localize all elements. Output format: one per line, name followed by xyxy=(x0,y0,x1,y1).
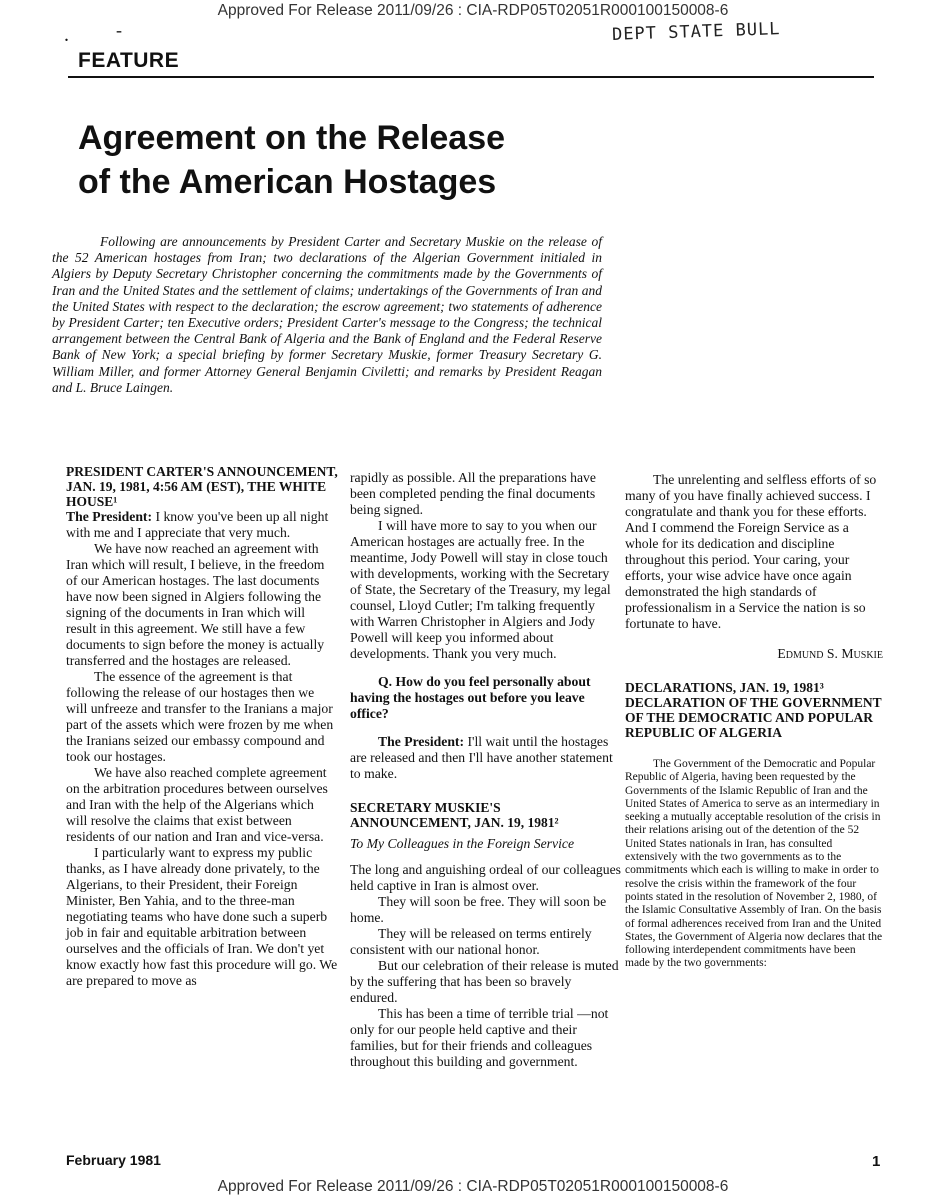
column-2 xyxy=(350,470,622,1070)
paragraph: They will be released on terms entirely consistent with our national honor. xyxy=(350,926,592,957)
handwritten-note: DEPT STATE BULL xyxy=(611,19,781,45)
section-label: FEATURE xyxy=(78,49,180,72)
section-heading: SECRETARY MUSKIE'S ANNOUNCEMENT, JAN. 19, 1981² xyxy=(350,800,559,830)
paragraph: But our celebration of their release is muted by the suffering that has been so bravely endured. xyxy=(350,958,619,1005)
paragraph: This has been a time of terrible trial —not only for our people held captive and their families, but for their friends and colleagues throughout this building and government. xyxy=(350,1006,609,1069)
paragraph-text: I'll wait until the hostages are released and then I'll have another statement to make. xyxy=(350,734,613,781)
declaration-body: The Government of the Democratic and Popular Republic of Algeria, having been requested by the Governments of the Islamic Republic of Iran and the United States of America to serve as an intermediary in seeking a mutually acceptable resolution of the crisis in their relations arising out of the detention of the 52 United States nationals in Iran, has consulted extensively with the two governments as to the commitments which each is willing to make in order to resolve the crisis within the framework of the four points stated in the resolution of November 2, 1980, of the Islamic Consultative Assembly of Iran. On the basis of formal adherences received from Iran and the United States, the Government of Algeria now declares that the following interdependent commitments have been made by the two governments: xyxy=(625,758,883,970)
paragraph: The essence of the agreement is that following the release of our hostages then we will unfreeze and transfer to the Iranians a major part of the assets which were frozen by me when the Iranians seized our embassy compound and took our hostages. xyxy=(66,669,334,764)
column-1 xyxy=(66,464,338,989)
intro-paragraph: Following are announcements by President Carter and Secretary Muskie on the release of the 52 American hostages from Iran; two declarations of the Algerian Government initialed in Algiers by Deputy Secretary Christopher concerning the commitments made by the Governments of Iran and the United States and the settlement of claims; undertakings of the Governments of Iran and the United States with respect to the declaration; the escrow agreement; two statements of adherence by President Carter; ten Executive orders; President Carter's message to the Congress; the technical arrangement between the Central Bank of Algeria and the Bank of England and the Federal Reserve Bank of New York; a special briefing by former Secretary Muskie, former Treasury Secretary G. William Miller, and former Attorney General Benjamin Civiletti; and remarks by President Reagan and L. Bruce Laingen. xyxy=(52,234,602,395)
paragraph: I will have more to say to you when our American hostages are actually free. In the meantime, Jody Powell will stay in close touch with developments, working with the Secretary of State, the Secretary of the Treasury, my legal counsel, Lloyd Cutler; I'm talking frequently with Warren Christopher in Algiers and Jody Powell will keep you informed about developments. Thank you very much. xyxy=(350,518,611,661)
paragraph: We have also reached complete agreement on the arbitration procedures between ourselves and Iran with the help of the Algerians which will resolve the claims that exist between residents of our nation and Iran and vice-versa. xyxy=(66,765,328,844)
title-line-2: of the American Hostages xyxy=(78,163,497,201)
scan-mark: - xyxy=(116,20,122,40)
paragraph xyxy=(350,734,622,782)
subheading: To My Colleagues in the Foreign Service xyxy=(350,836,575,851)
paragraph xyxy=(66,509,338,541)
paragraph: I particularly want to express my public thanks, as I have already done privately, to the Algerians, to their President, their Foreign Minister, Ben Yahia, and to the three-man negotiating teams who have done such a superb job in fair and equitable arbitration between ourselves and the officials of Iran. We don't yet know exactly how fast this procedure will go. We are prepared to move as xyxy=(66,845,338,988)
scan-mark: . xyxy=(64,24,69,46)
article-title xyxy=(78,116,505,204)
signature: Edmund S. Muskie xyxy=(777,646,883,661)
paragraph: The unrelenting and selfless efforts of so many of you have finally achieved success. I congratulate and thank you for these efforts. And I commend the Foreign Service as a whole for its dedication and discipline throughout this period. Your caring, your efforts, your wise advice have once again demonstrated the high standards of professionalism in a Service the nation is so fortunate to have. xyxy=(625,472,877,631)
title-line-1: Agreement on the Release xyxy=(78,119,506,157)
question: Q. How do you feel personally about having the hostages out before you leave office? xyxy=(350,674,591,721)
section-heading: DECLARATIONS, JAN. 19, 1981³ xyxy=(625,680,824,695)
release-footer: Approved For Release 2011/09/26 : CIA-RDP05T02051R000100150008-6 xyxy=(217,1178,729,1195)
speaker-label: The President: xyxy=(378,734,465,749)
header-rule xyxy=(68,76,874,78)
footer-date: February 1981 xyxy=(66,1152,161,1168)
paragraph: rapidly as possible. All the preparations have been completed pending the final documents being signed. xyxy=(350,470,596,517)
section-heading: PRESIDENT CARTER'S ANNOUNCEMENT, JAN. 19, 1981, 4:56 AM (EST), THE WHITE HOUSE¹ xyxy=(66,464,338,509)
page-number: 1 xyxy=(872,1153,881,1170)
paragraph: We have now reached an agreement with Iran which will result, I believe, in the freedom of our American hostages. The last documents have now been signed in Algiers following the signing of the documents in Iran which will result in this agreement. We still have a few documents to sign before the money is actually transferred and the hostages are released. xyxy=(66,541,325,668)
column-3 xyxy=(625,472,883,971)
subsection-heading: DECLARATION OF THE GOVERNMENT OF THE DEMOCRATIC AND POPULAR REPUBLIC OF ALGERIA xyxy=(625,695,882,740)
release-header: Approved For Release 2011/09/26 : CIA-RDP05T02051R000100150008-6 xyxy=(217,2,729,19)
paragraph-text: I know you've been up all night with me and I appreciate that very much. xyxy=(66,509,329,540)
speaker-label: The President: xyxy=(66,509,153,524)
paragraph: The long and anguishing ordeal of our colleagues held captive in Iran is almost over. xyxy=(350,862,622,893)
paragraph: They will soon be free. They will soon be home. xyxy=(350,894,607,925)
